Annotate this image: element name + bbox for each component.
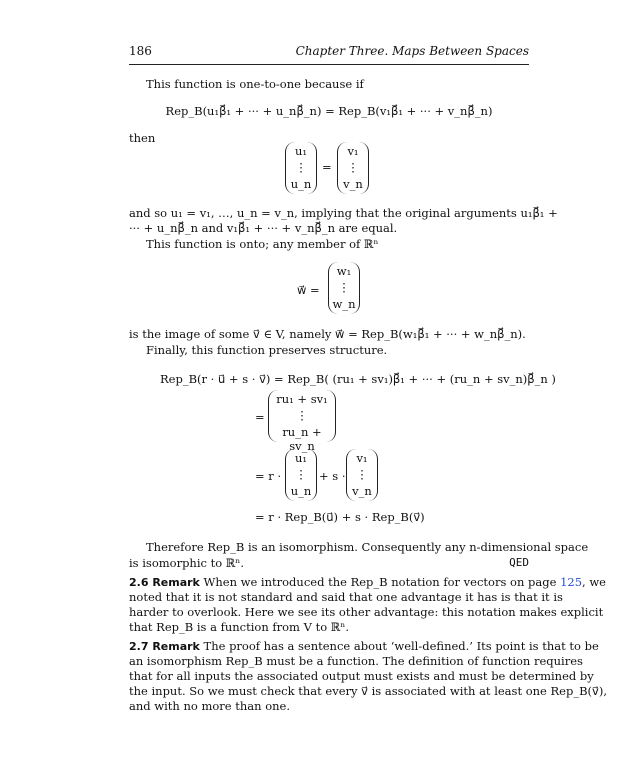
remark-2-7-line3: that for all inputs the associated output must exists and must be determined by [129,669,594,683]
matrix-w-entry: w₁ [336,264,352,278]
matrix-w-entry: w_n [332,297,356,311]
page-number: 186 [129,44,152,58]
matrix-w-entry: ⋮ [338,280,350,294]
word-then: then [129,131,156,145]
paragraph-preserves-structure: Finally, this function preserves structure. [146,343,388,357]
remark-2-6-text: When we introduced the Rep_B notation for vectors on page [203,575,557,589]
plus-s: + s · [319,469,346,483]
matrix-v [337,142,369,194]
matrix-u-scaled-entry: u_n [290,484,312,498]
equation-final: = r · Rep_B(u⃗) + s · Rep_B(v⃗) [255,510,425,524]
paragraph-image-of: is the image of some v⃗ ∈ V, namely w⃗ = Rep_B(w₁β⃗₁ + ··· + w_nβ⃗_n). [129,327,526,341]
matrix-v-entry: ⋮ [347,160,359,174]
equation-structure: Rep_B(r · u⃗ + s · v⃗) = Rep_B( (ru₁ + sv₁)β⃗₁ + ··· + (ru_n + sv_n)β⃗_n ) [160,372,556,386]
matrix-v-scaled-entry: v_n [352,484,372,498]
paragraph-therefore-line2 [129,556,529,570]
matrix-v-scaled-entry: v₁ [356,451,368,465]
matrix-ru-sv-entry: ⋮ [296,408,308,422]
paragraph-onto: This function is onto; any member of ℝⁿ [146,237,379,251]
remark-2-7-line2: an isomorphism Rep_B must be a function. The definition of function requires [129,654,583,668]
paragraph-and-so-line2: ··· + u_nβ⃗_n and v₁β⃗₁ + ··· + v_nβ⃗_n are equal. [129,221,398,235]
paragraph-and-so-line1: and so u₁ = v₁, …, u_n = v_n, implying that the original arguments u₁β⃗₁ + [129,206,558,220]
remark-2-7-text: The proof has a sentence about ‘well-defined.’ Its point is that to be [203,639,599,653]
matrix-u [285,142,317,194]
w-label: w⃗ = [297,283,320,297]
matrix-ru-sv-entry: ru₁ + sv₁ [276,392,328,406]
equals-sign: = [322,160,332,174]
remark-2-7-line4: the input. So we must check that every v⃗ is associated with at least one Rep_B(v⃗), [129,684,607,698]
remark-2-6-line3: harder to overlook. Here we see its other advantage: this notation makes explicit [129,605,604,619]
isomorphic-text: is isomorphic to ℝⁿ. [129,556,244,570]
matrix-v-entry: v₁ [347,144,359,158]
matrix-w [328,262,360,314]
matrix-u-entry: u₁ [294,144,308,158]
matrix-u-scaled [285,449,317,501]
equation-rep-equality: Rep_B(u₁β⃗₁ + ··· + u_nβ⃗_n) = Rep_B(v₁β⃗₁ + ··· + v_nβ⃗_n) [165,104,493,118]
matrix-u-scaled-entry: u₁ [294,451,308,465]
remark-2-6-line1 [129,575,606,590]
remark-2-7-line1 [129,639,599,654]
matrix-v-scaled [346,449,378,501]
remark-2-6-heading: 2.6 Remark [129,576,200,589]
remark-2-6-line4: that Rep_B is a function from V to ℝⁿ. [129,620,349,634]
remark-2-6-line2: noted that it is not standard and said that one advantage it has is that it is [129,590,563,604]
matrix-v-entry: v_n [343,177,363,191]
header-rule [129,64,529,65]
matrix-v-scaled-entry: ⋮ [356,467,368,481]
remark-2-7-heading: 2.7 Remark [129,640,200,653]
matrix-u-entry: u_n [290,177,312,191]
qed-mark: QED [509,556,529,569]
running-title: Chapter Three. Maps Between Spaces [295,44,529,58]
matrix-u-scaled-entry: ⋮ [295,467,307,481]
equals-sign: = [255,410,265,424]
matrix-u-entry: ⋮ [295,160,307,174]
remark-2-6-text: , we [582,575,606,589]
paragraph-one-to-one: This function is one-to-one because if [146,77,364,91]
remark-2-7-line5: and with no more than one. [129,699,290,713]
paragraph-therefore-line1: Therefore Rep_B is an isomorphism. Consequently any n-dimensional space [146,540,589,554]
page-125-link[interactable]: 125 [560,575,583,589]
matrix-ru-sv-entry: ru_n + sv_n [282,425,322,453]
equals-r: = r · [255,469,282,483]
matrix-ru-sv [268,390,336,453]
